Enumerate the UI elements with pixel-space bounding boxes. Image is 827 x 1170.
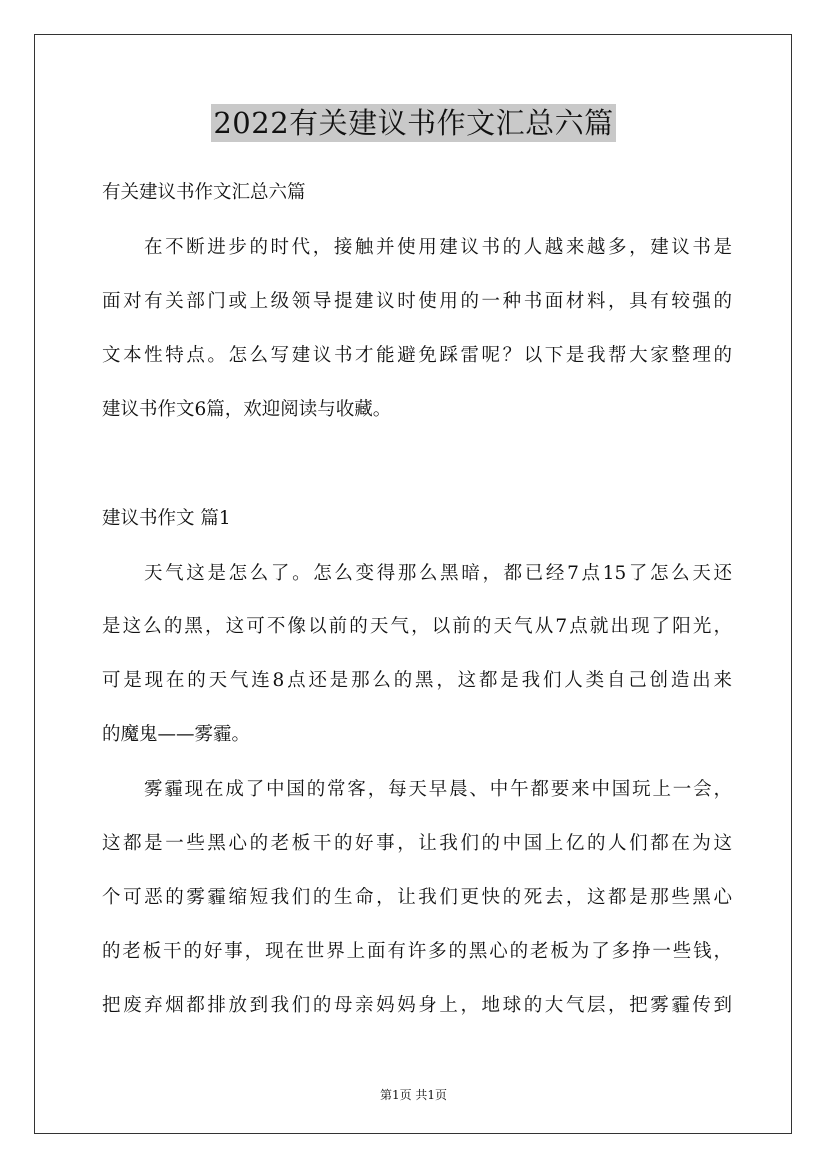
para1-line-2: 是这么的黑，这可不像以前的天气，以前的天气从7点就出现了阳光， [102, 616, 732, 637]
intro-line-3: 文本性特点。怎么写建议书才能避免踩雷呢？以下是我帮大家整理的 [102, 345, 732, 366]
para1-line-1: 天气这是怎么了。怎么变得那么黑暗，都已经7点15了怎么天还 [144, 563, 732, 584]
intro-line-2: 面对有关部门或上级领导提建议时使用的一种书面材料，具有较强的 [102, 291, 732, 312]
intro-line-4: 建议书作文6篇，欢迎阅读与收藏。 [102, 399, 392, 420]
para2-line-5: 把废弃烟都排放到我们的母亲妈妈身上，地球的大气层，把雾霾传到 [102, 995, 732, 1016]
para1-line-3: 可是现在的天气连8点还是那么的黑，这都是我们人类自己创造出来 [102, 670, 732, 691]
document-title: 2022有关建议书作文汇总六篇 [213, 106, 614, 140]
page-footer: 第1页 共1页 [379, 1088, 448, 1102]
para2-line-2: 这都是一些黑心的老板干的好事，让我们的中国上亿的人们都在为这 [102, 833, 732, 854]
section-heading: 建议书作文 篇1 [102, 508, 231, 529]
title-container [0, 104, 827, 142]
document-subtitle: 有关建议书作文汇总六篇 [102, 182, 306, 203]
para2-line-4: 的老板干的好事，现在世界上面有许多的黑心的老板为了多挣一些钱， [102, 941, 732, 962]
intro-line-1: 在不断进步的时代，接触并使用建议书的人越来越多，建议书是 [144, 237, 732, 258]
para2-line-3: 个可恶的雾霾缩短我们的生命，让我们更快的死去，这都是那些黑心 [102, 887, 732, 908]
para1-line-4: 的魔鬼——雾霾。 [102, 724, 251, 745]
para2-line-1: 雾霾现在成了中国的常客，每天早晨、中午都要来中国玩上一会， [144, 779, 732, 800]
